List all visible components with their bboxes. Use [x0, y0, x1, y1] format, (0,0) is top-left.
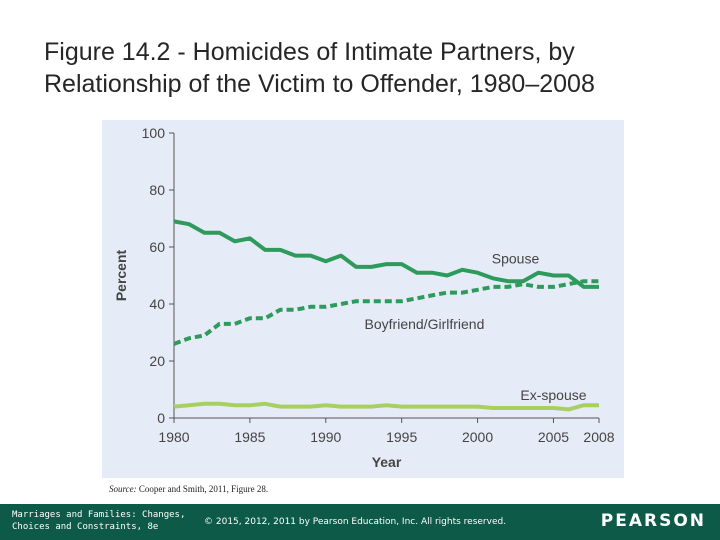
boyfriend-girlfriend-label: Boyfriend/Girlfriend	[364, 315, 485, 332]
y-tick-label: 60	[149, 239, 165, 255]
spouse-label: Spouse	[491, 250, 540, 267]
x-tick-label: 1980	[158, 429, 190, 445]
y-tick-label: 20	[149, 353, 165, 369]
book-title: Marriages and Families: Changes, Choices and Constraints, 8e	[12, 510, 186, 532]
y-tick-label: 80	[149, 182, 165, 198]
footer-bar	[0, 504, 720, 540]
line-chart	[102, 120, 624, 478]
x-tick-label: 2008	[583, 429, 615, 445]
source-text: Cooper and Smith, 2011, Figure 28.	[138, 484, 269, 494]
x-tick-label: 2000	[461, 429, 494, 445]
boyfriend-girlfriend-line	[174, 281, 599, 344]
pearson-logo: PEARSON	[600, 511, 706, 531]
x-tick-label: 1995	[386, 429, 418, 445]
ex-spouse-line	[174, 404, 599, 410]
x-tick-label: 1985	[234, 429, 266, 445]
x-tick-label: 2005	[537, 429, 570, 445]
source-note	[109, 484, 268, 494]
y-tick-label: 100	[141, 125, 165, 141]
y-tick-label: 0	[157, 410, 165, 426]
x-axis-label: Year	[371, 454, 402, 470]
copyright-text: © 2015, 2012, 2011 by Pearson Education, Inc. All rights reserved.	[204, 517, 507, 527]
y-axis-label: Percent	[113, 249, 129, 302]
x-tick-label: 1990	[310, 429, 342, 445]
ex-spouse-label: Ex-spouse	[520, 387, 587, 404]
slide-title: Figure 14.2 - Homicides of Intimate Partners, by Relationship of the Victim to Offender, 1980–2008	[44, 38, 595, 98]
y-tick-label: 40	[149, 296, 165, 312]
source-label: Source:	[109, 484, 137, 494]
chart-panel	[102, 120, 624, 478]
